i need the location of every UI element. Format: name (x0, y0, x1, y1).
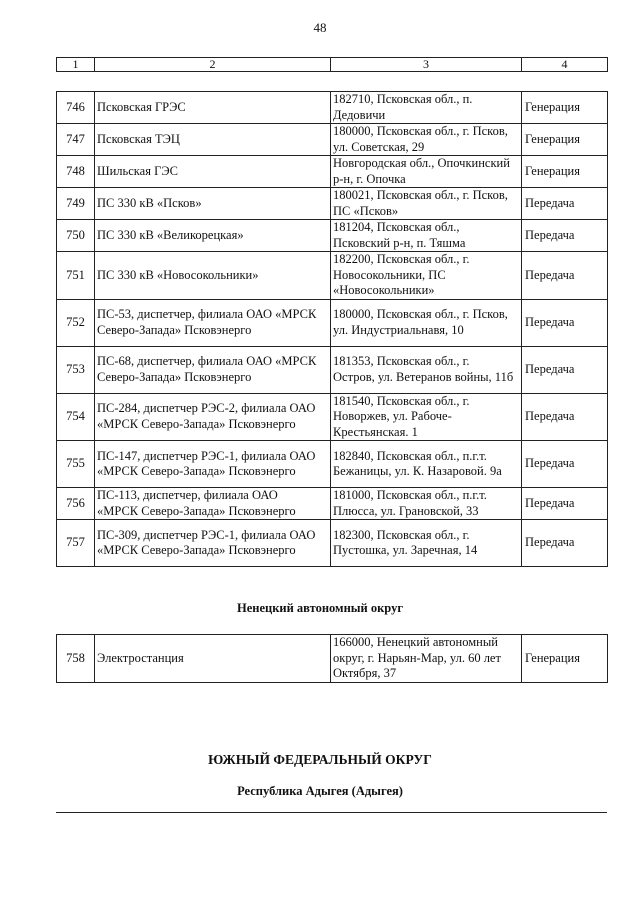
facility-name-line: ПС-147, диспетчер РЭС-1, филиала ОАО (97, 448, 316, 463)
table-row (57, 635, 608, 683)
facility-address (331, 92, 522, 124)
table-row (57, 488, 608, 520)
facility-name (95, 92, 331, 124)
facility-name-line: ПС-113, диспетчер, филиала ОАО (97, 488, 278, 502)
table-row (57, 299, 608, 346)
facility-type: Генерация (522, 92, 608, 124)
table-row (57, 156, 608, 188)
facility-type: Передача (522, 393, 608, 441)
facilities-table-body (57, 92, 608, 567)
facility-address (331, 220, 522, 252)
facility-name-line: Псковская ТЭЦ (97, 131, 180, 146)
table-row (57, 188, 608, 220)
facility-name (95, 488, 331, 520)
facility-type: Генерация (522, 124, 608, 156)
facility-address-line: Пустошка, ул. Заречная, 14 (333, 543, 478, 557)
table-row (57, 220, 608, 252)
table-row (57, 441, 608, 488)
facility-address (331, 346, 522, 393)
facility-address-line: 181540, Псковская обл., г. (333, 393, 470, 408)
row-number: 747 (57, 124, 95, 156)
facility-address-line: ПС «Псков» (333, 203, 399, 218)
facility-address-line: ул. Советская, 29 (333, 139, 425, 154)
facility-name-line: ПС-309, диспетчер РЭС-1, филиала ОАО (97, 527, 316, 542)
facility-address-line: округ, г. Нарьян-Мар, ул. 60 лет (333, 650, 501, 665)
facility-address-line: 180000, Псковская обл., г. Псков, (333, 124, 508, 138)
facility-name (95, 393, 331, 441)
facility-type: Передача (522, 520, 608, 567)
facility-address-line: «Новосокольники» (333, 283, 435, 297)
bottom-rule (56, 812, 607, 813)
facility-type: Передача (522, 346, 608, 393)
facility-address-line: Бежаницы, ул. К. Назаровой. 9а (333, 464, 502, 478)
facility-address-line: 182300, Псковская обл., г. (333, 527, 470, 542)
column-header-2: 2 (95, 58, 331, 72)
facility-type: Передача (522, 441, 608, 488)
facility-address-line: 181000, Псковская обл., п.г.т. (333, 488, 487, 502)
facility-type: Генерация (522, 156, 608, 188)
facility-type: Генерация (522, 635, 608, 683)
column-header-3: 3 (331, 58, 522, 72)
facility-name-line: ПС 330 кВ «Псков» (97, 195, 202, 210)
facility-name (95, 635, 331, 683)
nenets-table-body (57, 635, 608, 683)
facility-address-line: 166000, Ненецкий автономный (333, 635, 498, 649)
row-number: 758 (57, 635, 95, 683)
federal-district-title: ЮЖНЫЙ ФЕДЕРАЛЬНЫЙ ОКРУГ (208, 752, 432, 767)
row-number: 752 (57, 299, 95, 346)
row-number: 754 (57, 393, 95, 441)
table-row (57, 124, 608, 156)
facility-address-line: Новгородская обл., Опочкинский (333, 156, 510, 170)
facility-address-line: 181353, Псковская обл., г. (333, 354, 470, 368)
nenets-section-title: Ненецкий автономный округ (236, 601, 404, 615)
facility-name (95, 346, 331, 393)
row-number: 755 (57, 441, 95, 488)
table-row (57, 393, 608, 441)
facility-name (95, 124, 331, 156)
facility-name (95, 520, 331, 567)
facilities-table (56, 91, 608, 567)
row-number: 749 (57, 188, 95, 220)
facility-address-line: ул. Индустриальнавя, 10 (333, 322, 464, 337)
facility-name (95, 188, 331, 220)
table-row (57, 252, 608, 300)
table-row (57, 520, 608, 567)
column-header-row (57, 58, 608, 72)
facility-name-line: ПС-68, диспетчер, филиала ОАО «МРСК (97, 354, 317, 368)
facility-name-line: ПС-284, диспетчер РЭС-2, филиала ОАО (97, 401, 316, 416)
facility-name-line: ПС 330 кВ «Великорецкая» (97, 227, 244, 242)
row-number: 746 (57, 92, 95, 124)
facility-type: Передача (522, 188, 608, 220)
facility-type: Передача (522, 488, 608, 520)
facility-name-line: «МРСК Северо-Запада» Псковэнерго (97, 543, 296, 557)
facility-address-line: 182200, Псковская обл., г. (333, 252, 470, 266)
facility-name (95, 220, 331, 252)
facility-name-line: Северо-Запада» Псковэнерго (97, 322, 252, 337)
facility-name-line: Электростанция (97, 650, 184, 665)
row-number: 751 (57, 252, 95, 300)
facility-name-line: «МРСК Северо-Запада» Псковэнерго (97, 464, 296, 478)
facility-address-line: Крестьянская. 1 (333, 424, 418, 439)
facility-address-line: 180000, Псковская обл., г. Псков, (333, 307, 508, 321)
facility-name-line: «МРСК Северо-Запада» Псковэнерго (97, 416, 296, 431)
table-row (57, 92, 608, 124)
facility-name-line: ПС 330 кВ «Новосокольники» (97, 267, 259, 282)
page-number: 48 (313, 20, 327, 35)
facility-name (95, 441, 331, 488)
facility-address (331, 188, 522, 220)
column-header-1: 1 (57, 58, 95, 72)
nenets-table (56, 634, 608, 683)
facility-name (95, 252, 331, 300)
facility-address-line: Плюсса, ул. Грановской, 33 (333, 503, 479, 518)
facility-address-line: 182840, Псковская обл., п.г.т. (333, 448, 487, 463)
facility-address (331, 252, 522, 300)
facility-type: Передача (522, 220, 608, 252)
facility-address (331, 441, 522, 488)
facility-address (331, 488, 522, 520)
facility-name-line: «МРСК Северо-Запада» Псковэнерго (97, 503, 296, 518)
facility-address-line: Новосокольники, ПС (333, 267, 446, 282)
column-header-table (56, 57, 608, 72)
row-number: 748 (57, 156, 95, 188)
facility-address-line: 180021, Псковская обл., г. Псков, (333, 188, 508, 202)
table-row (57, 346, 608, 393)
republic-title: Республика Адыгея (Адыгея) (237, 784, 403, 798)
facility-address (331, 299, 522, 346)
row-number: 756 (57, 488, 95, 520)
facility-address-line: Псковский р-н, п. Тяшма (333, 235, 466, 250)
facility-name (95, 156, 331, 188)
facility-address (331, 520, 522, 567)
facility-address (331, 393, 522, 441)
facility-address (331, 156, 522, 188)
facility-name-line: Северо-Запада» Псковэнерго (97, 369, 252, 384)
facility-address-line: Новоржев, ул. Рабоче- (333, 409, 452, 423)
facility-type: Передача (522, 299, 608, 346)
row-number: 750 (57, 220, 95, 252)
facility-name-line: Псковская ГРЭС (97, 99, 186, 114)
row-number: 753 (57, 346, 95, 393)
row-number: 757 (57, 520, 95, 567)
facility-address-line: 182710, Псковская обл., п. (333, 92, 473, 106)
facility-address-line: р-н, г. Опочка (333, 171, 406, 186)
facility-address-line: Дедовичи (333, 107, 386, 122)
facility-address-line: Октября, 37 (333, 666, 397, 680)
facility-address (331, 124, 522, 156)
facility-name (95, 299, 331, 346)
facility-name-line: Шильская ГЭС (97, 163, 178, 178)
facility-address-line: Остров, ул. Ветеранов войны, 11б (333, 369, 514, 384)
facility-address (331, 635, 522, 683)
facility-address-line: 181204, Псковская обл., (333, 220, 460, 234)
facility-name-line: ПС-53, диспетчер, филиала ОАО «МРСК (97, 307, 317, 321)
facility-type: Передача (522, 252, 608, 300)
column-header-4: 4 (522, 58, 608, 72)
